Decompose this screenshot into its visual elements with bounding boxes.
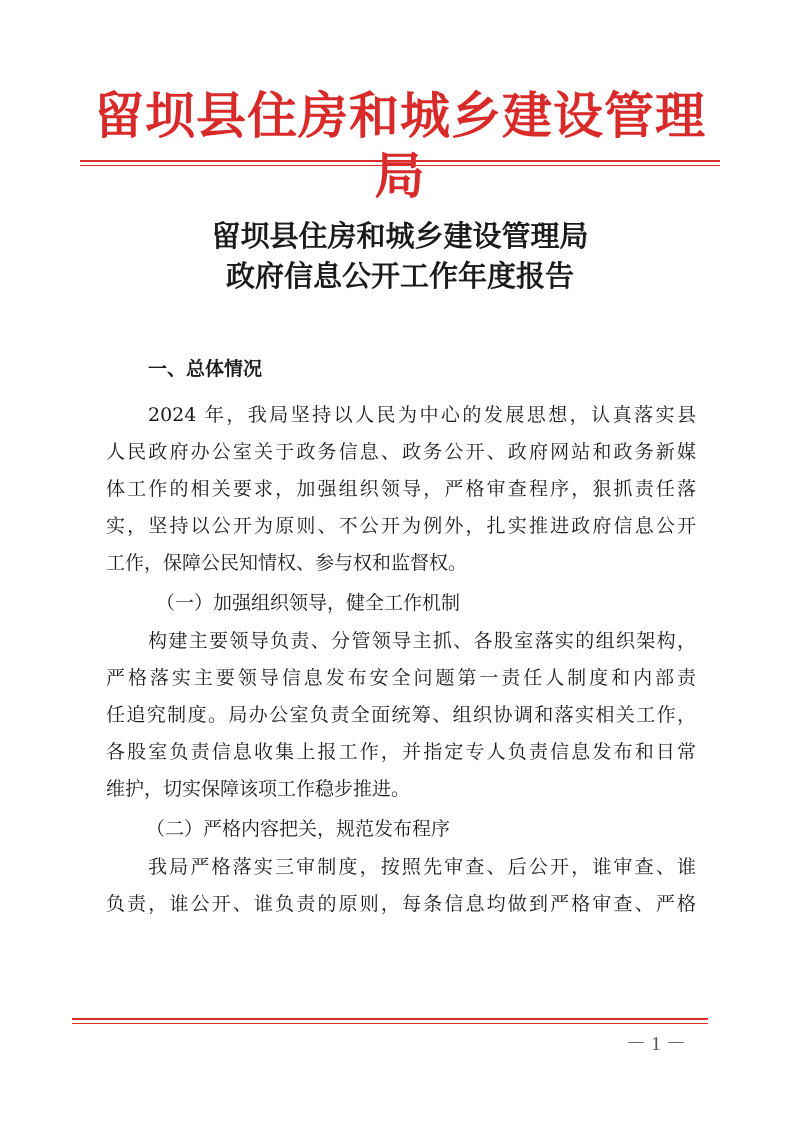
document-title-line-2: 政府信息公开工作年度报告 [225, 259, 574, 293]
footer-rule [72, 1018, 708, 1020]
footer-rule-second [72, 1023, 708, 1024]
page-number: － 1 － [626, 1033, 686, 1055]
subsection-heading: （一）加强组织领导，健全工作机制 [156, 592, 461, 614]
paragraph-line: 各股室负责信息收集上报工作，并指定专人负责信息发布和日常 [106, 741, 696, 763]
letterhead: 留坝县住房和城乡建设管理局 [94, 86, 706, 205]
paragraph-line: 人民政府办公室关于政务信息、政务公开、政府网站和政务新媒 [106, 441, 696, 463]
paragraph-line: 我局严格落实三审制度，按照先审查、后公开，谁审查、谁 [148, 856, 696, 878]
section-heading: 一、总体情况 [148, 358, 263, 380]
paragraph-line: 实，坚持以公开为原则、不公开为例外，扎实推进政府信息公开 [106, 515, 696, 537]
letterhead-rule [80, 160, 720, 162]
subsection-heading: （二）严格内容把关，规范发布程序 [146, 818, 451, 840]
paragraph-line: 维护，切实保障该项工作稳步推进。 [106, 778, 411, 800]
paragraph-line: 任追究制度。局办公室负责全面统筹、组织协调和落实相关工作， [106, 704, 696, 726]
paragraph-line: 构建主要领导负责、分管领导主抓、各股室落实的组织架构， [148, 630, 696, 652]
paragraph-line: 2024 年，我局坚持以人民为中心的发展思想，认真落实县 [148, 404, 696, 426]
document-title-line-1: 留坝县住房和城乡建设管理局 [211, 219, 589, 253]
paragraph-line: 体工作的相关要求，加强组织领导，严格审查程序，狠抓责任落 [106, 478, 696, 500]
paragraph-line: 严格落实主要领导信息发布安全问题第一责任人制度和内部责 [106, 667, 696, 689]
letterhead-rule-second [80, 165, 720, 166]
paragraph-line: 工作，保障公民知情权、参与权和监督权。 [106, 552, 468, 574]
paragraph-line: 负责，谁公开、谁负责的原则，每条信息均做到严格审查、严格 [106, 893, 696, 915]
